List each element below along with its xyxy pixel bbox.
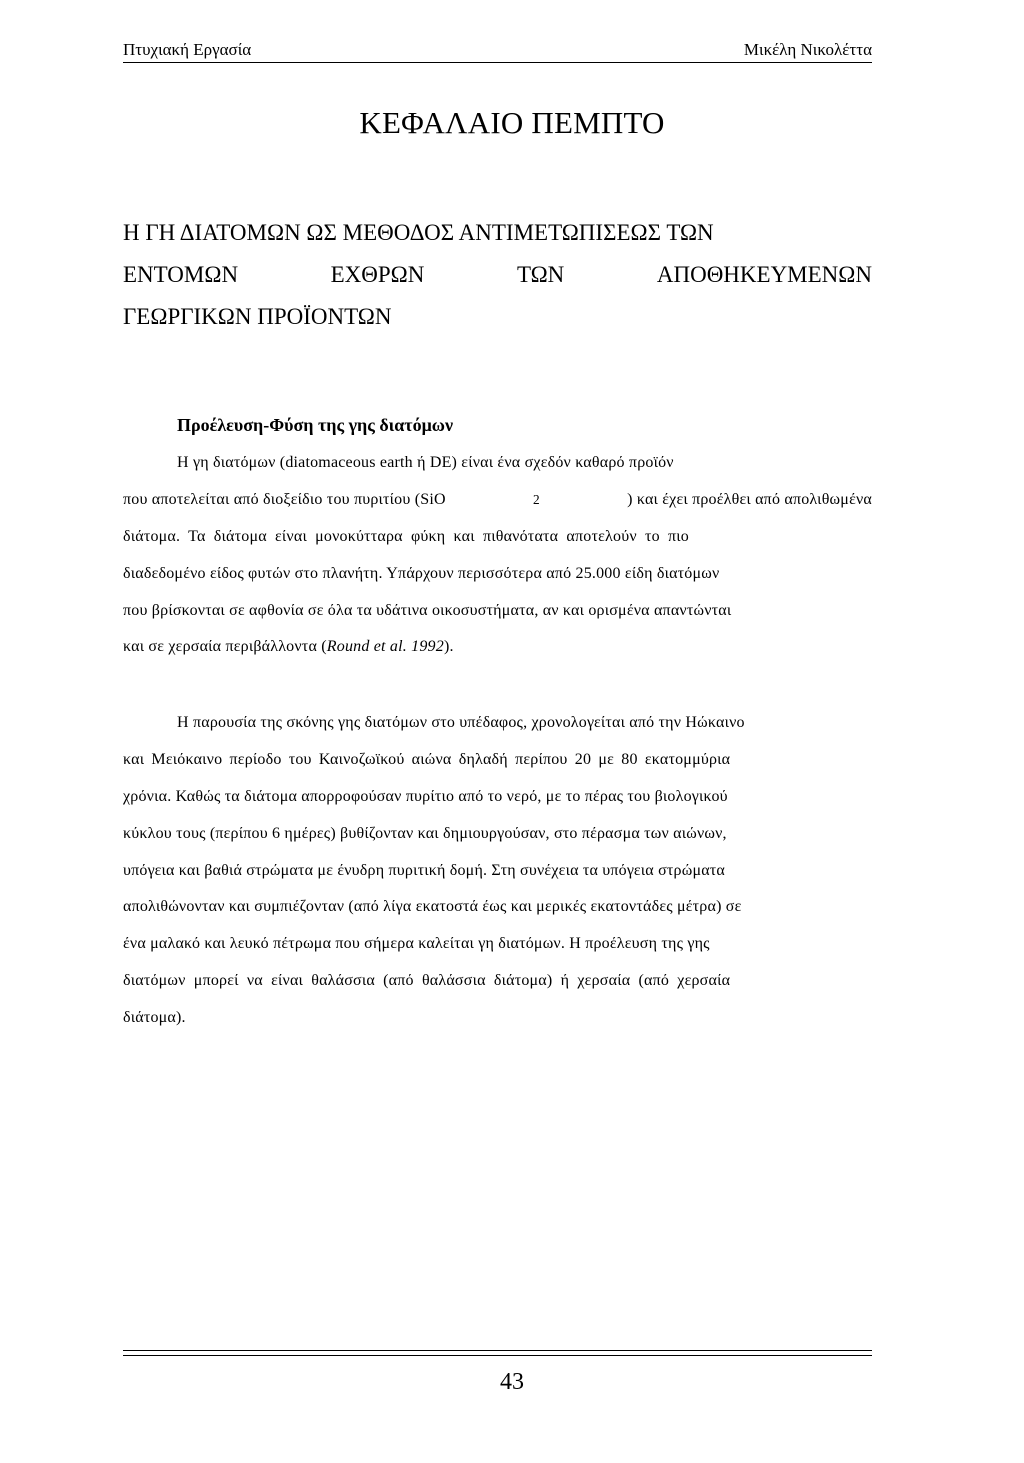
citation: Round et al. 1992 <box>326 638 444 656</box>
header-left: Πτυχιακή Εργασία <box>123 40 252 59</box>
section-heading: Προέλευση-Φύση της γης διατόμων <box>177 415 454 435</box>
paragraph-line: υπόγεια και βαθιά στρώματα με ένυδρη πυριτική δομή. Στη συνέχεια τα υπόγεια στρώματα <box>123 861 726 879</box>
footer-rule <box>123 1350 872 1351</box>
running-header <box>123 38 872 63</box>
paragraph-line: που βρίσκονται σε αφθονία σε όλα τα υδάτινα οικοσυστήματα, αν και ορισμένα απαντώνται <box>123 601 732 619</box>
paragraph-line: χρόνια. Καθώς τα διάτομα απορροφούσαν πυρίτιο από το νερό, με το πέρας του βιολογικού <box>123 787 728 805</box>
paragraph-line: Η γη διατόμων (diatomaceous earth ή DE) είναι ένα σχεδόν καθαρό προϊόν <box>177 454 674 471</box>
paragraph-line: διατόμων μπορεί να είναι θαλάσσια (από θαλάσσια διάτομα) ή χερσαία (από χερσαία <box>123 972 731 990</box>
paragraph-line: διαδεδομένο είδος φυτών στο πλανήτη. Υπάρχουν περισσότερα από 25.000 είδη διατόμων <box>123 564 720 582</box>
title-line-3: ΓΕΩΡΓΙΚΩΝ ΠΡΟΪΟΝΤΩΝ <box>123 304 392 329</box>
paragraph-line: απολιθώνονταν και συμπιέζονταν (από λίγα εκατοστά έως και μερικές εκατοντάδες μέτρα) σε <box>123 898 742 916</box>
chapter-title <box>123 212 872 338</box>
footer-rule <box>123 1355 872 1356</box>
paragraph-line: διάτομα). <box>123 1009 186 1027</box>
paragraph-2 <box>123 705 872 1037</box>
paragraph-line: που αποτελείται από διοξείδιο του πυριτίου (SiO 2 ) και έχει προέλθει από απολιθωμένα <box>123 490 872 508</box>
paragraph-line: ένα μαλακό και λευκό πέτρωμα που σήμερα καλείται γη διατόμων. Η προέλευση της γης <box>123 935 710 953</box>
paragraph-1 <box>123 445 872 666</box>
chapter-heading: ΚΕΦΑΛΑΙΟ ΠΕΜΠΤΟ <box>359 105 665 140</box>
paragraph-line: κύκλου τους (περίπου 6 ημέρες) βυθίζονταν και δημιουργούσαν, στο πέρασμα των αιώνων, <box>123 824 727 842</box>
title-line-2: ΕΝΤΟΜΩΝ ΕΧΘΡΩΝ ΤΩΝ ΑΠΟΘΗΚΕΥΜΕΝΩΝ <box>123 262 872 287</box>
title-line-1: Η ΓΗ ΔΙΑΤΟΜΩΝ ΩΣ ΜΕΘΟΔΟΣ ΑΝΤΙΜΕΤΩΠΙΣΕΩΣ ΤΩΝ <box>123 220 714 245</box>
page-number: 43 <box>500 1369 524 1395</box>
paragraph-line: και Μειόκαινο περίοδο του Καινοζωϊκού αιώνα δηλαδή περίπου 20 με 80 εκατομμύρια <box>123 750 731 768</box>
header-right: Μικέλη Νικολέττα <box>743 40 872 59</box>
paragraph-line: Η παρουσία της σκόνης γης διατόμων στο υπέδαφος, χρονολογείται από την Ηώκαινο <box>177 714 745 731</box>
paragraph-line: διάτομα. Τα διάτομα είναι μονοκύτταρα φύκη και πιθανότατα αποτελούν το πιο <box>123 527 689 545</box>
paragraph-line: και σε χερσαία περιβάλλοντα (Round et al. 1992). <box>123 638 454 656</box>
